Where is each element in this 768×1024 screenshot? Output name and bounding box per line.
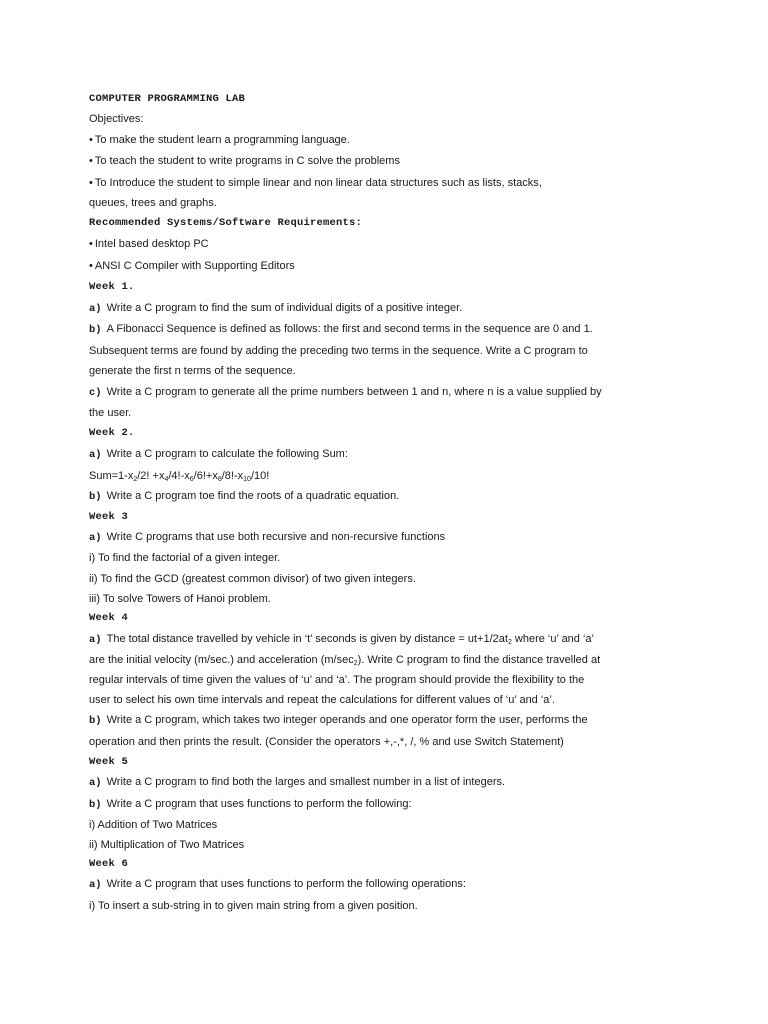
week5-a bbox=[89, 775, 505, 790]
formula-part: /6!+x bbox=[193, 470, 218, 482]
week2-a bbox=[89, 447, 348, 462]
item-text: Write a C program to generate all the prime numbers between 1 and n, where n is a value supplied by bbox=[106, 386, 602, 398]
week4-heading: Week 4 bbox=[89, 612, 129, 624]
item-label: a) bbox=[89, 303, 102, 315]
week5-ii: ii) Multiplication of Two Matrices bbox=[89, 839, 245, 851]
week3-iii: iii) To solve Towers of Hanoi problem. bbox=[89, 593, 271, 605]
objective-continuation: queues, trees and graphs. bbox=[89, 197, 217, 209]
subscript: 2 bbox=[353, 660, 358, 667]
item-text: Write C programs that use both recursive and non-recursive functions bbox=[106, 531, 446, 543]
item-label: a) bbox=[89, 777, 102, 789]
item-text: are the initial velocity (m/sec.) and acceleration (m/sec bbox=[89, 654, 354, 666]
item-text: where ‘u’ and ‘a’ bbox=[511, 633, 594, 645]
item-text: ). Write C program to find the distance travelled at bbox=[357, 654, 601, 666]
week3-heading: Week 3 bbox=[89, 511, 129, 523]
week6-a bbox=[89, 877, 466, 892]
item-label: b) bbox=[89, 324, 102, 336]
week2-heading: Week 2. bbox=[89, 427, 135, 439]
week5-i: i) Addition of Two Matrices bbox=[89, 819, 218, 831]
document-title: COMPUTER PROGRAMMING LAB bbox=[89, 93, 246, 105]
requirements-heading: Recommended Systems/Software Requirements: bbox=[89, 217, 363, 229]
week3-i: i) To find the factorial of a given integer. bbox=[89, 552, 281, 564]
week3-ii: ii) To find the GCD (greatest common divisor) of two given integers. bbox=[89, 573, 416, 585]
item-text: Write a C program to find both the larges and smallest number in a list of integers. bbox=[106, 776, 506, 788]
requirement-item: • ANSI C Compiler with Supporting Editors bbox=[89, 259, 295, 273]
week1-b-line3: generate the first n terms of the sequence. bbox=[89, 365, 296, 377]
week4-a-line2 bbox=[89, 653, 600, 667]
item-text: Write a C program to calculate the following Sum: bbox=[106, 448, 348, 460]
item-text: Write a C program to find the sum of individual digits of a positive integer. bbox=[106, 302, 463, 314]
week4-a-line4: user to select his own time intervals and repeat the calculations for different values of ‘u’ and ‘a’. bbox=[89, 694, 555, 706]
formula-part: /4!-x bbox=[168, 470, 190, 482]
week3-a bbox=[89, 530, 445, 545]
objectives-heading: Objectives: bbox=[89, 113, 144, 125]
week5-b bbox=[89, 797, 412, 812]
item-text: Write a C program that uses functions to perform the following operations: bbox=[106, 878, 466, 890]
subscript: 2 bbox=[507, 639, 512, 646]
week4-b bbox=[89, 713, 588, 728]
item-label: b) bbox=[89, 491, 102, 503]
week1-a bbox=[89, 301, 462, 316]
formula-part: /10! bbox=[250, 470, 270, 482]
formula-part: Sum=1-x bbox=[89, 470, 134, 482]
week4-b-line2: operation and then prints the result. (Consider the operators +,-,*, /, % and use Switch Statement) bbox=[89, 736, 564, 748]
formula-sub: 2 bbox=[133, 476, 138, 483]
item-label: c) bbox=[89, 387, 102, 399]
formula-part: /8!-x bbox=[221, 470, 244, 482]
week6-i: i) To insert a sub-string in to given main string from a given position. bbox=[89, 900, 418, 912]
week5-heading: Week 5 bbox=[89, 756, 129, 768]
week1-c-line2: the user. bbox=[89, 407, 132, 419]
week1-heading: Week 1. bbox=[89, 281, 135, 293]
item-text: Write a C program that uses functions to perform the following: bbox=[106, 798, 412, 810]
objective-item: • To Introduce the student to simple linear and non linear data structures such as lists, stacks, bbox=[89, 176, 542, 190]
objective-item: • To make the student learn a programming language. bbox=[89, 133, 350, 147]
item-text: Write a C program, which takes two integer operands and one operator form the user, performs the bbox=[106, 714, 588, 726]
item-label: b) bbox=[89, 799, 102, 811]
item-label: b) bbox=[89, 715, 102, 727]
week4-a-line3: regular intervals of time given the values of ‘u’ and ‘a’. The program should provide the flexibility to the bbox=[89, 674, 585, 686]
formula-sub: 6 bbox=[189, 476, 194, 483]
formula-sub: 8 bbox=[217, 476, 222, 483]
objective-item: • To teach the student to write programs in C solve the problems bbox=[89, 154, 400, 168]
week1-b bbox=[89, 322, 593, 337]
item-text: The total distance travelled by vehicle in ‘t’ seconds is given by distance = ut+1/2at bbox=[106, 633, 508, 645]
formula-sub: 10 bbox=[243, 476, 251, 483]
week4-a bbox=[89, 632, 594, 647]
week6-heading: Week 6 bbox=[89, 858, 129, 870]
formula-sub: 4 bbox=[164, 476, 169, 483]
item-label: a) bbox=[89, 879, 102, 891]
week1-c bbox=[89, 385, 602, 400]
item-label: a) bbox=[89, 532, 102, 544]
week1-b-line2: Subsequent terms are found by adding the preceding two terms in the sequence. Write a C program to bbox=[89, 345, 588, 357]
item-text: A Fibonacci Sequence is defined as follows: the first and second terms in the sequence are 0 and 1. bbox=[106, 323, 593, 335]
formula-part: /2! +x bbox=[137, 470, 165, 482]
item-label: a) bbox=[89, 634, 102, 646]
week2-b bbox=[89, 489, 399, 504]
sum-formula bbox=[89, 469, 269, 483]
requirement-item: • Intel based desktop PC bbox=[89, 237, 209, 251]
item-label: a) bbox=[89, 449, 102, 461]
item-text: Write a C program toe find the roots of a quadratic equation. bbox=[106, 490, 400, 502]
